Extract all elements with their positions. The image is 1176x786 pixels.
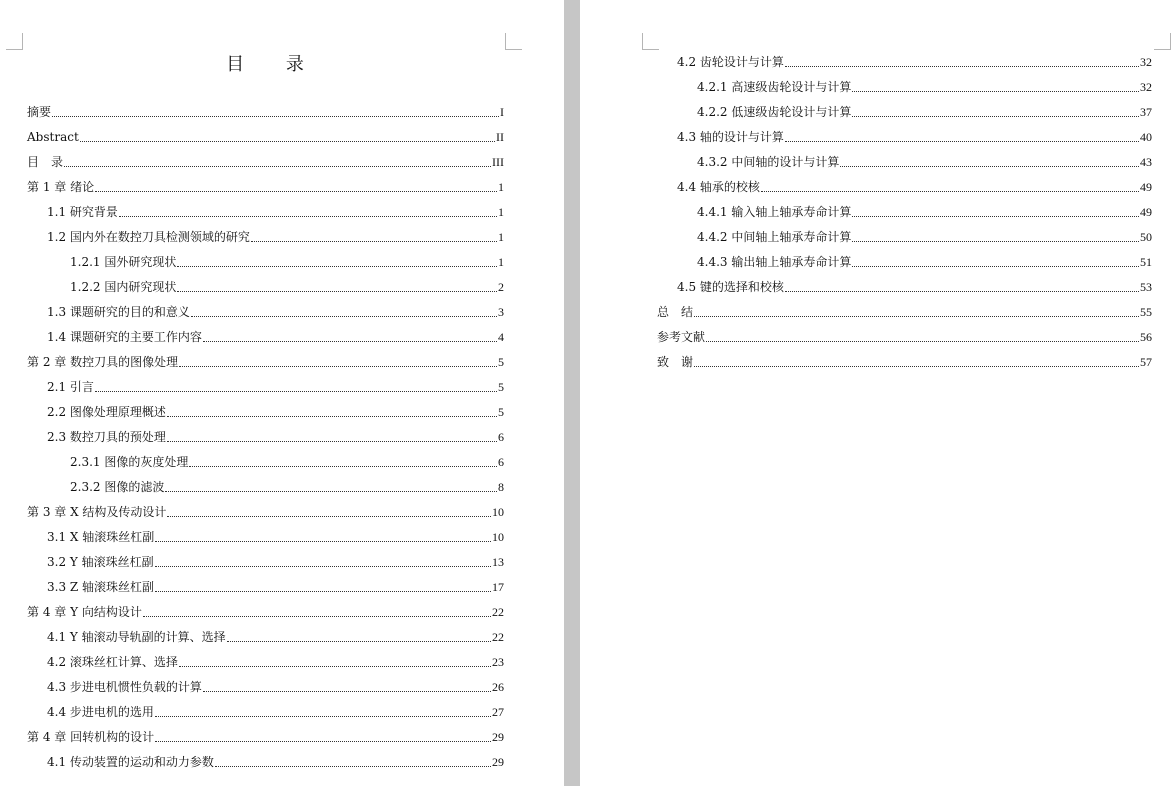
toc-entry[interactable] xyxy=(27,325,504,350)
toc-entry[interactable] xyxy=(677,100,1152,125)
dot-leader xyxy=(852,115,1139,117)
toc-entry-label: 4.2 齿轮设计与计算 xyxy=(677,55,784,69)
toc-entry-page-number: 10 xyxy=(492,505,504,519)
toc-entry[interactable] xyxy=(27,250,504,275)
toc-entry-label: 1.3 课题研究的目的和意义 xyxy=(47,305,190,319)
toc-entry[interactable] xyxy=(27,150,504,175)
toc-entry-page-number: 10 xyxy=(492,530,504,544)
toc-entry[interactable] xyxy=(27,725,504,750)
toc-entry[interactable] xyxy=(677,50,1152,75)
toc-entry[interactable] xyxy=(27,300,504,325)
toc-entry[interactable] xyxy=(27,375,504,400)
toc-entry[interactable] xyxy=(27,625,504,650)
toc-entry-page-number: 32 xyxy=(1140,55,1152,69)
dot-leader xyxy=(80,140,495,142)
dot-leader xyxy=(215,765,491,767)
toc-entry-label: 第 4 章 Y 向结构设计 xyxy=(27,605,142,619)
toc-entry-page-number: III xyxy=(492,155,504,169)
dot-leader xyxy=(95,190,497,192)
toc-entry[interactable] xyxy=(27,175,504,200)
toc-entry-page-number: 22 xyxy=(492,630,504,644)
page-left xyxy=(0,0,564,786)
toc-entry-label: 4.4.2 中间轴上轴承寿命计算 xyxy=(697,230,852,244)
dot-leader xyxy=(852,240,1139,242)
toc-entry-label: 总 结 xyxy=(657,305,694,319)
toc-entry-page-number: 57 xyxy=(1140,355,1152,369)
dot-leader xyxy=(155,540,491,542)
toc-entry-page-number: 51 xyxy=(1140,255,1152,269)
toc-entry-page-number: II xyxy=(496,130,504,144)
toc-entry[interactable] xyxy=(657,325,1152,350)
toc-entry[interactable] xyxy=(27,125,504,150)
toc-entry-label: 致 谢 xyxy=(657,355,694,369)
toc-entry-page-number: 55 xyxy=(1140,305,1152,319)
dot-leader xyxy=(119,215,497,217)
toc-entry-page-number: 27 xyxy=(492,705,504,719)
toc-entry-page-number: 53 xyxy=(1140,280,1152,294)
toc-entry[interactable] xyxy=(27,525,504,550)
dot-leader xyxy=(165,490,497,492)
toc-entry[interactable] xyxy=(677,75,1152,100)
toc-entry-label: 4.2.2 低速级齿轮设计与计算 xyxy=(697,105,852,119)
toc-entry-page-number: 40 xyxy=(1140,130,1152,144)
dot-leader xyxy=(694,315,1139,317)
toc-entry-label: 4.4.3 输出轴上轴承寿命计算 xyxy=(697,255,852,269)
dot-leader xyxy=(167,440,497,442)
toc-entry[interactable] xyxy=(27,200,504,225)
toc-entry-page-number: 32 xyxy=(1140,80,1152,94)
dot-leader xyxy=(167,515,491,517)
dot-leader xyxy=(203,340,497,342)
toc-entry-page-number: 56 xyxy=(1140,330,1152,344)
toc-entry[interactable] xyxy=(677,250,1152,275)
toc-entry-page-number: 5 xyxy=(498,405,504,419)
toc-entry[interactable] xyxy=(27,600,504,625)
dot-leader xyxy=(694,365,1139,367)
dot-leader xyxy=(785,140,1139,142)
toc-entry-label: 2.2 图像处理原理概述 xyxy=(47,405,166,419)
dot-leader xyxy=(64,165,491,167)
toc-entry[interactable] xyxy=(677,175,1152,200)
dot-leader xyxy=(203,690,491,692)
toc-entry-label: 1.2 国内外在数控刀具检测领域的研究 xyxy=(47,230,250,244)
toc-entry-label: 第 3 章 X 结构及传动设计 xyxy=(27,505,167,519)
toc-entry[interactable] xyxy=(677,225,1152,250)
toc-entry[interactable] xyxy=(677,125,1152,150)
toc-title: 目 录 xyxy=(226,54,322,75)
dot-leader xyxy=(95,390,497,392)
toc-entry-label: 1.2.2 国内研究现状 xyxy=(70,280,177,294)
toc-entry-label: 4.4 步进电机的选用 xyxy=(47,705,154,719)
toc-entry-page-number: 5 xyxy=(498,355,504,369)
dot-leader xyxy=(852,90,1139,92)
toc-entry-label: 2.3.2 图像的滤波 xyxy=(70,480,165,494)
toc-entry-page-number: 13 xyxy=(492,555,504,569)
toc-entry-page-number: 17 xyxy=(492,580,504,594)
dot-leader xyxy=(155,715,491,717)
toc-entry-label: 4.3 步进电机惯性负载的计算 xyxy=(47,680,202,694)
toc-entry-page-number: 6 xyxy=(498,455,504,469)
dot-leader xyxy=(227,640,491,642)
toc-entry-label: 2.3 数控刀具的预处理 xyxy=(47,430,166,444)
dot-leader xyxy=(52,115,499,117)
toc-entry-page-number: 37 xyxy=(1140,105,1152,119)
toc-entry-page-number: 43 xyxy=(1140,155,1152,169)
toc-entry-label: 第 1 章 绪论 xyxy=(27,180,95,194)
toc-entry-label: 1.2.1 国外研究现状 xyxy=(70,255,177,269)
dot-leader xyxy=(179,365,497,367)
margin-corner-top-right xyxy=(1154,33,1171,50)
dot-leader xyxy=(143,615,491,617)
toc-entry-label: 第 4 章 回转机构的设计 xyxy=(27,730,155,744)
toc-entry-label: 4.1 Y 轴滚动导轨副的计算、选择 xyxy=(47,630,226,644)
toc-entry-page-number: 23 xyxy=(492,655,504,669)
toc-entry-label: 2.3.1 图像的灰度处理 xyxy=(70,455,189,469)
margin-corner-top-left xyxy=(642,33,659,50)
toc-entry[interactable] xyxy=(27,400,504,425)
toc-entry[interactable] xyxy=(27,225,504,250)
toc-entry[interactable] xyxy=(27,350,504,375)
dot-leader xyxy=(177,290,497,292)
toc-entry-page-number: 2 xyxy=(498,280,504,294)
toc-entry-page-number: 1 xyxy=(498,230,504,244)
toc-entry-label: 目 录 xyxy=(27,155,64,169)
toc-entry-page-number: 22 xyxy=(492,605,504,619)
toc-list-left xyxy=(27,100,504,775)
toc-entry[interactable] xyxy=(27,750,504,775)
toc-entry-label: 2.1 引言 xyxy=(47,380,94,394)
toc-entry[interactable] xyxy=(27,700,504,725)
dot-leader xyxy=(785,290,1139,292)
toc-entry-label: 4.4.1 输入轴上轴承寿命计算 xyxy=(697,205,852,219)
dot-leader xyxy=(191,315,497,317)
toc-entry-label: 4.3.2 中间轴的设计与计算 xyxy=(697,155,840,169)
dot-leader xyxy=(155,740,491,742)
toc-entry-page-number: 5 xyxy=(498,380,504,394)
toc-entry[interactable] xyxy=(27,650,504,675)
toc-entry-label: 4.5 键的选择和校核 xyxy=(677,280,784,294)
toc-entry[interactable] xyxy=(27,275,504,300)
page-gap xyxy=(564,0,580,786)
dot-leader xyxy=(852,265,1139,267)
toc-entry-label: 3.2 Y 轴滚珠丝杠副 xyxy=(47,555,154,569)
dot-leader xyxy=(189,465,497,467)
toc-entry-page-number: 49 xyxy=(1140,205,1152,219)
dot-leader xyxy=(155,590,491,592)
toc-entry[interactable] xyxy=(677,150,1152,175)
toc-entry-page-number: 3 xyxy=(498,305,504,319)
toc-entry-page-number: 50 xyxy=(1140,230,1152,244)
toc-entry-label: 第 2 章 数控刀具的图像处理 xyxy=(27,355,179,369)
toc-entry-page-number: 49 xyxy=(1140,180,1152,194)
toc-entry[interactable] xyxy=(27,450,504,475)
toc-entry-label: 1.4 课题研究的主要工作内容 xyxy=(47,330,202,344)
toc-entry-label: 摘要 xyxy=(27,105,52,119)
toc-entry-page-number: 8 xyxy=(498,480,504,494)
toc-entry-page-number: 1 xyxy=(498,180,504,194)
toc-entry[interactable] xyxy=(27,550,504,575)
toc-entry-page-number: 4 xyxy=(498,330,504,344)
dot-leader xyxy=(852,215,1139,217)
toc-entry-label: 3.1 X 轴滚珠丝杠副 xyxy=(47,530,155,544)
toc-list-right xyxy=(657,50,1152,375)
toc-entry[interactable] xyxy=(27,575,504,600)
toc-entry-label: 1.1 研究背景 xyxy=(47,205,118,219)
dot-leader xyxy=(155,565,491,567)
page-right xyxy=(580,0,1176,786)
toc-entry-page-number: 6 xyxy=(498,430,504,444)
toc-entry[interactable] xyxy=(657,350,1152,375)
margin-corner-top-right xyxy=(505,33,522,50)
dot-leader xyxy=(167,415,497,417)
dot-leader xyxy=(177,265,497,267)
toc-entry-label: 4.2.1 高速级齿轮设计与计算 xyxy=(697,80,852,94)
toc-entry-page-number: I xyxy=(500,105,504,119)
toc-entry[interactable] xyxy=(27,475,504,500)
toc-entry[interactable] xyxy=(657,300,1152,325)
dot-leader xyxy=(179,665,491,667)
dot-leader xyxy=(251,240,497,242)
dot-leader xyxy=(761,190,1139,192)
toc-entry-page-number: 26 xyxy=(492,680,504,694)
toc-entry-page-number: 29 xyxy=(492,755,504,769)
toc-entry-label: 4.3 轴的设计与计算 xyxy=(677,130,784,144)
toc-entry[interactable] xyxy=(27,675,504,700)
toc-entry-page-number: 29 xyxy=(492,730,504,744)
toc-entry-label: 4.1 传动装置的运动和动力参数 xyxy=(47,755,214,769)
toc-entry-label: 3.3 Z 轴滚珠丝杠副 xyxy=(47,580,155,594)
dot-leader xyxy=(706,340,1139,342)
toc-entry[interactable] xyxy=(27,500,504,525)
toc-entry-label: 参考文献 xyxy=(657,330,706,344)
toc-entry-label: Abstract xyxy=(27,130,79,144)
toc-entry[interactable] xyxy=(677,275,1152,300)
toc-entry-page-number: 1 xyxy=(498,205,504,219)
toc-entry[interactable] xyxy=(27,100,504,125)
toc-entry[interactable] xyxy=(677,200,1152,225)
toc-entry-page-number: 1 xyxy=(498,255,504,269)
dot-leader xyxy=(840,165,1139,167)
toc-entry-label: 4.2 滚珠丝杠计算、选择 xyxy=(47,655,178,669)
margin-corner-top-left xyxy=(6,33,23,50)
toc-entry[interactable] xyxy=(27,425,504,450)
dot-leader xyxy=(785,65,1139,67)
toc-entry-label: 4.4 轴承的校核 xyxy=(677,180,760,194)
